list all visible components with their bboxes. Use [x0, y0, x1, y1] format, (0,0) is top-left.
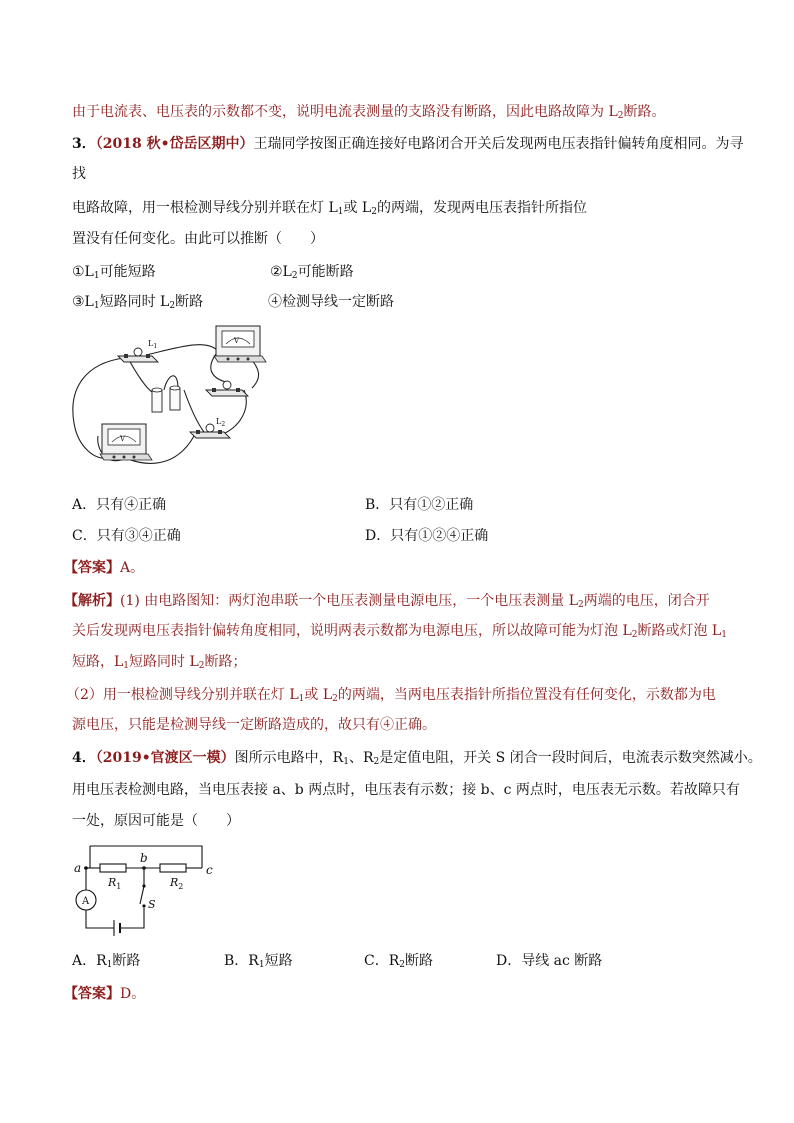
q3-analysis-line3	[72, 652, 247, 672]
q4-number: 4．	[72, 750, 96, 766]
q4-circuit-diagram	[70, 838, 220, 938]
label-a: a	[74, 861, 82, 875]
subscript: 2	[169, 301, 176, 311]
text: 是定值电阻，开关 S 闭合一段时间后，电流表示数突然减小。	[379, 750, 762, 766]
q3-stem-line2	[72, 164, 86, 184]
q3-analysis-line1	[64, 591, 710, 611]
label: V	[120, 435, 126, 443]
q4-option-a[interactable]	[72, 951, 140, 971]
q4-stem-line3	[72, 811, 240, 831]
text: 一处，原因可能是（ ）	[72, 813, 240, 829]
text: 的两端，当两电压表指针所指位置没有任何变化，示数都为电	[337, 687, 716, 703]
q3-analysis-line2	[72, 621, 727, 641]
subscript: 2	[631, 630, 638, 640]
q4-option-d[interactable]	[496, 951, 602, 971]
wire	[184, 390, 204, 432]
subscript: 2	[399, 960, 405, 970]
text: 两端的电压，闭合开	[583, 593, 710, 609]
text: 图所示电路中，R	[234, 750, 344, 766]
subscript: 2	[373, 757, 380, 767]
q4-answer	[64, 984, 145, 1004]
text: A．R	[72, 953, 107, 969]
switch-pivot	[142, 884, 145, 887]
q4-option-b[interactable]	[224, 951, 293, 971]
switch-contact	[142, 904, 145, 907]
text: 短路，L	[72, 654, 124, 670]
subscript: 1	[93, 301, 100, 311]
subscript: 2	[617, 111, 624, 121]
intro-end: 断路。	[623, 104, 666, 120]
q3-analysis-line4	[66, 685, 716, 705]
label: V	[234, 337, 240, 345]
lamp-middle	[206, 381, 248, 396]
resistor-r1	[100, 864, 126, 872]
subscript: 2	[578, 600, 584, 610]
subscript: 1	[153, 343, 158, 350]
text: B．只有①②正确	[365, 497, 474, 513]
label: R	[108, 876, 117, 889]
text: C．只有③④正确	[72, 528, 181, 544]
q3-source: （2018 秋•岱岳区期中）	[95, 136, 254, 152]
text: 短路	[264, 953, 293, 969]
subscript: 1	[123, 661, 130, 671]
text: ④检测导线一定断路	[268, 294, 394, 310]
text: 断路	[112, 953, 141, 969]
wire	[86, 910, 114, 928]
label-c: c	[206, 863, 213, 877]
q3-stem-line1	[72, 134, 744, 154]
text: 断路或灯泡 L	[637, 623, 722, 639]
voltmeter-top	[214, 326, 266, 362]
q3-answer	[64, 558, 144, 578]
subscript: 1	[337, 207, 344, 217]
text: 短路同时 L	[99, 294, 170, 310]
subscript: 1	[106, 960, 113, 970]
q3-stem-d: 置没有任何变化。由此可以推断（ ）	[72, 231, 324, 247]
subscript: 1	[258, 960, 265, 970]
q4-option-c[interactable]	[364, 951, 433, 971]
q4-source: （2019•官渡区一模）	[95, 750, 235, 766]
text: 或 L	[343, 200, 372, 216]
resistor-r2	[160, 864, 186, 872]
q3-item-4	[268, 292, 394, 312]
label: L	[216, 417, 222, 426]
text: D．只有①②④正确	[365, 528, 489, 544]
text: 短路同时 L	[129, 654, 199, 670]
q3-stem-a: 王瑞同学按图正确连接好电路闭合开关后发现两电压表指针偏转角度相同。为寻	[253, 136, 744, 152]
text: 的两端，发现两电压表指针所指位	[376, 200, 587, 216]
text: 或 L	[304, 687, 333, 703]
svg-text:L1	[148, 339, 157, 350]
switch-blade	[140, 886, 144, 904]
text: 可能断路	[297, 264, 354, 280]
subscript: 1	[721, 630, 727, 640]
intro-text: 由于电流表、电压表的示数都不变，说明电流表测量的支路没有断路，因此电路故障为 L	[72, 104, 618, 120]
lamp-l1	[118, 339, 158, 362]
label: L	[148, 339, 154, 348]
subscript: 2	[198, 661, 205, 671]
subscript: 2	[291, 271, 298, 281]
text: D。	[120, 986, 146, 1002]
text: 电路故障，用一根检测导线分别并联在灯 L	[72, 200, 338, 216]
text: 可能短路	[99, 264, 156, 280]
text: ①L	[72, 264, 94, 280]
subscript: 1	[298, 694, 305, 704]
text: 关后发现两电压表指针偏转角度相同，说明两表示数都为电源电压，所以故障可能为灯泡 L	[72, 623, 632, 639]
text: 断路；	[204, 654, 247, 670]
label-s: S	[148, 898, 156, 911]
text: ②L	[270, 264, 292, 280]
lamp-l2	[190, 417, 230, 438]
label: 【答案】	[64, 986, 120, 1002]
text: 用电压表检测电路，当电压表接 a、b 两点时，电压表有示数；接 b、c 两点时，电压表无示数。若故障只有	[72, 782, 740, 798]
text: A。	[120, 560, 145, 576]
text: D．导线 ac 断路	[496, 953, 603, 969]
q4-stem-line1	[72, 748, 762, 768]
label: 【答案】	[64, 560, 120, 576]
subscript: 1	[93, 271, 100, 281]
ammeter-label: A	[82, 896, 90, 907]
intro-line	[72, 102, 665, 122]
q3-circuit-figure	[66, 318, 272, 478]
q3-option-a[interactable]	[72, 495, 166, 515]
q3-option-b[interactable]	[365, 495, 473, 515]
wire	[218, 390, 246, 436]
q3-stem-line3	[72, 198, 587, 218]
svg-text:L2	[216, 417, 225, 428]
q3-stem-line4	[72, 229, 324, 249]
subscript: 1	[343, 757, 349, 767]
q3-analysis-line5	[72, 715, 436, 735]
text: 源电压，只能是检测导线一定断路造成的，故只有④正确。	[72, 717, 436, 733]
q3-option-d[interactable]	[365, 526, 488, 546]
battery	[152, 386, 180, 412]
label-b: b	[140, 851, 148, 865]
text: 断路	[175, 294, 204, 310]
text: (1) 由电路图知：两灯泡串联一个电压表测量电源电压，一个电压表测量 L	[120, 593, 579, 609]
text: （2）用一根检测导线分别并联在灯 L	[66, 687, 299, 703]
q3-item-1	[72, 262, 156, 282]
label-r1	[107, 876, 121, 891]
q4-stem-line2	[72, 780, 740, 800]
voltmeter-bottom	[100, 424, 152, 460]
label: 【解析】	[64, 593, 120, 609]
text: 、R	[348, 750, 374, 766]
node-b	[142, 866, 146, 870]
q3-stem-b: 找	[72, 166, 86, 182]
text: 断路	[405, 953, 433, 969]
q3-item-3	[72, 292, 203, 312]
text: B．R	[224, 953, 259, 969]
wire	[128, 358, 152, 392]
text: A．只有④正确	[72, 497, 167, 513]
subscript: 2	[221, 421, 226, 428]
label-r2	[169, 876, 183, 891]
q3-number: 3．	[72, 136, 96, 152]
subscript: 2	[371, 207, 377, 217]
q3-option-c[interactable]	[72, 526, 181, 546]
label: R	[170, 876, 179, 889]
subscript: 2	[178, 882, 184, 891]
subscript: 1	[116, 882, 122, 891]
text: ③L	[72, 294, 94, 310]
text: C．R	[364, 953, 400, 969]
subscript: 2	[332, 694, 338, 704]
node-a	[84, 866, 88, 870]
wire	[120, 908, 144, 928]
q3-item-2	[270, 262, 354, 282]
